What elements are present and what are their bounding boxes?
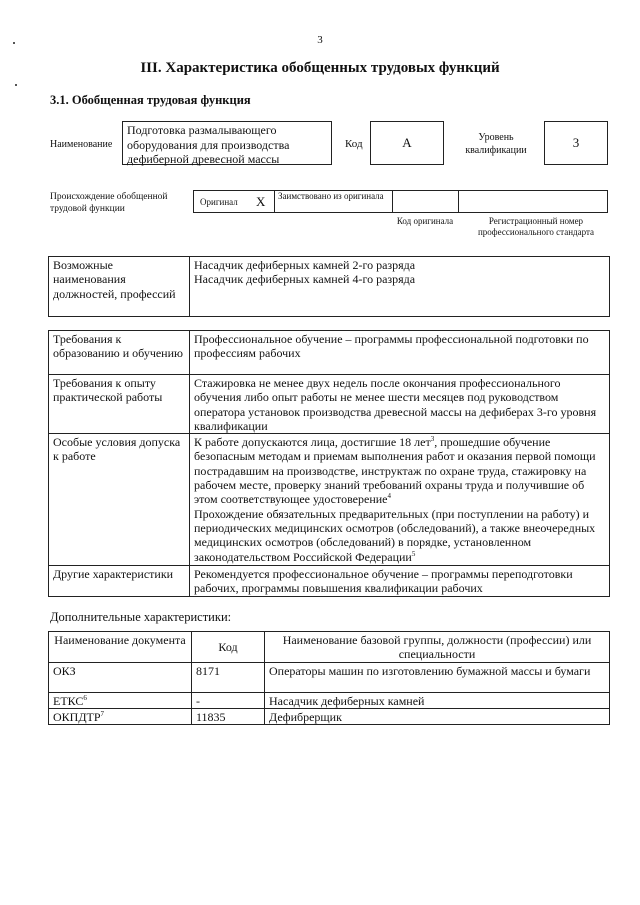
origin-divider [274, 191, 275, 212]
scan-dot [15, 84, 17, 86]
requirement-label: Другие характеристики [49, 566, 190, 597]
requirement-text: Профессиональное обучение – программы профессиональной подготовки по профессиям рабочих [190, 331, 610, 375]
requirement-label: Особые условия допуска к работе [49, 434, 190, 566]
scan-dot [13, 42, 15, 44]
footnote-ref: 7 [100, 709, 105, 718]
level-label: Уровень квалификации [465, 132, 527, 156]
table-row [49, 662, 610, 692]
footnote-ref: 3 [430, 435, 435, 444]
origin-box [193, 190, 608, 213]
table-row [49, 257, 610, 317]
additional-title: Дополнительные характеристики: [50, 610, 232, 624]
name-value-box [122, 121, 332, 165]
list-item: Насадчик дефиберных камней 2-го разряда [194, 258, 416, 272]
original-mark: X [256, 194, 266, 209]
name-cell: Операторы машин по изготовлению бумажной массы и бумаги [265, 662, 610, 692]
requirement-text-c: Прохождение обязательных предварительных (при поступлении на работу) и периодических медицинских осмотров (обследований), а также внеочередных медицинских осмотров (обследований) в порядке, установленном законодательством Российской Федерации [194, 506, 596, 564]
requirements-table [48, 330, 610, 597]
doc-name: ОКЗ [53, 663, 76, 678]
table-row [49, 434, 610, 566]
table-row [49, 566, 610, 597]
requirement-text-a: К работе допускаются лица, достигшие 18 лет [194, 435, 431, 450]
table-row [49, 692, 610, 708]
code-original-label: Код оригинала [396, 216, 454, 226]
subsection-title: 3.1. Обобщенная трудовая функция [50, 93, 251, 107]
name-value: Подготовка размалывающего оборудования для производства дефиберной древесной массы [127, 123, 290, 166]
requirement-text: Рекомендуется профессиональное обучение – программы переподготовки рабочих, программы повышения квалификации рабочих [190, 566, 610, 597]
code-label: Код [345, 138, 363, 150]
doc-cell [49, 662, 192, 692]
origin-divider [392, 191, 393, 212]
code-value-box [370, 121, 444, 165]
positions-label: Возможные наименования должностей, профессий [49, 257, 190, 317]
doc-cell [49, 708, 192, 724]
requirement-label: Требования к образованию и обучению [49, 331, 190, 375]
section-title: III. Характеристика обобщенных трудовых функций [140, 60, 500, 76]
doc-name: ОКПДТР [53, 709, 101, 724]
doc-cell [49, 692, 192, 708]
code-cell: 8171 [192, 662, 265, 692]
table-row [49, 331, 610, 375]
name-cell: Насадчик дефиберных камней [265, 692, 610, 708]
list-item: Насадчик дефиберных камней 4-го разряда [194, 272, 416, 287]
level-value: 3 [572, 135, 580, 150]
additional-table [48, 631, 610, 725]
origin-label: Происхождение обобщенной трудовой функции [50, 192, 168, 214]
reg-number-label: Регистрационный номер профессионального стандарта [477, 216, 595, 237]
table-row [49, 708, 610, 724]
code-value: A [402, 135, 412, 150]
requirement-text-b: , прошедшие обучение безопасным методам и приемам выполнения работ и оказания первой помощи пострадавшим на производстве, инструктаж по охране труда, стажировку на рабочем месте, проверку знаний требований охраны труда и получившие об этом соответствующее удостоверение [194, 435, 596, 507]
name-label: Наименование [50, 139, 113, 150]
header-doc: Наименование документа [49, 632, 192, 663]
code-cell: 11835 [192, 708, 265, 724]
footnote-ref: 5 [411, 549, 416, 558]
header-name: Наименование базовой группы, должности (профессии) или специальности [265, 632, 610, 663]
requirement-text [190, 434, 610, 566]
table-row [49, 375, 610, 434]
doc-name: ЕТКС [53, 693, 84, 708]
name-cell: Дефибрерщик [265, 708, 610, 724]
borrowed-label: Заимствовано из оригинала [278, 191, 384, 201]
positions-list [190, 257, 610, 317]
code-cell: - [192, 692, 265, 708]
page-number: 3 [317, 34, 323, 46]
footnote-ref: 4 [387, 492, 391, 501]
level-value-box [544, 121, 608, 165]
original-label: Оригинал [200, 197, 238, 207]
requirement-label: Требования к опыту практической работы [49, 375, 190, 434]
positions-table [48, 256, 610, 317]
table-row [49, 632, 610, 663]
header-code: Код [192, 632, 265, 663]
requirement-text: Стажировка не менее двух недель после окончания профессионального обучения либо опыт работы не менее шести месяцев под руководством оператора установок производства древесной массы на дефиберах 3-го уровня квалификации [190, 375, 610, 434]
footnote-ref: 6 [83, 693, 87, 702]
origin-divider [458, 191, 459, 212]
